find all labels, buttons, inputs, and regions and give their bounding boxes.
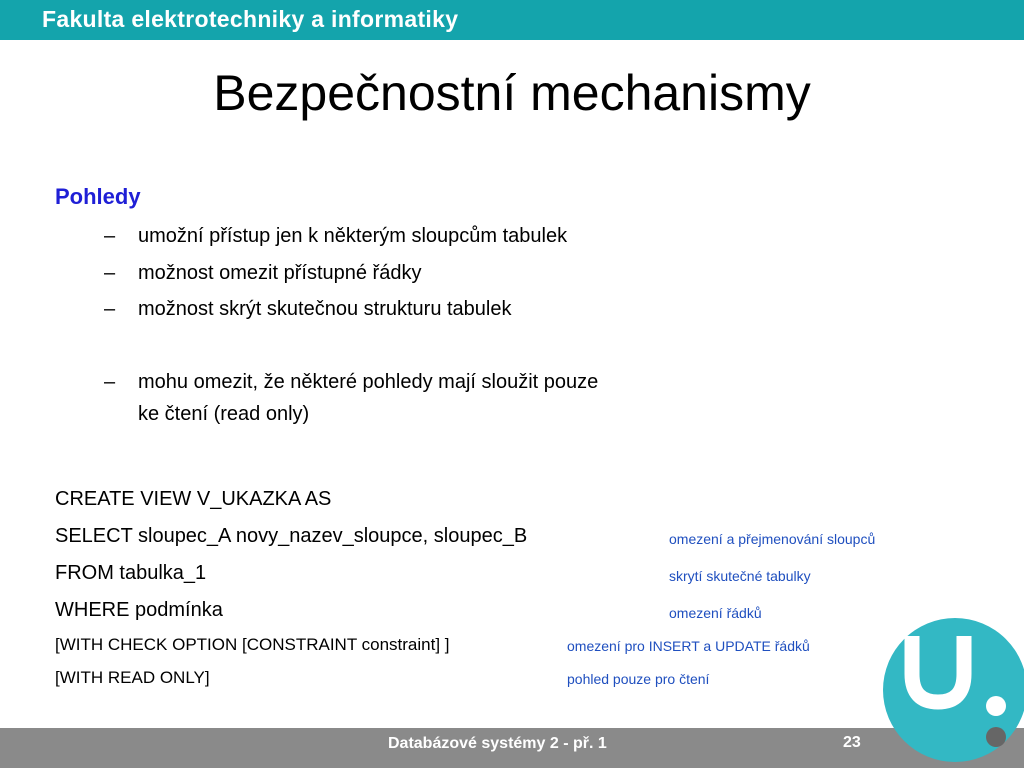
bullet-text: možnost omezit přístupné řádky: [138, 262, 422, 284]
sql-line-check-option: [WITH CHECK OPTION [CONSTRAINT constraint] ]: [55, 635, 450, 654]
bullet-text: umožní přístup jen k některým sloupcům tabulek: [138, 225, 568, 247]
logo-dot-gray: [986, 727, 1006, 747]
university-logo-icon: [880, 612, 1024, 768]
bullet-text-line1: mohu omezit, že některé pohledy mají sloužit pouze: [138, 371, 599, 393]
note-insert-update: omezení pro INSERT a UPDATE řádků: [567, 638, 810, 654]
page-number: 23: [843, 734, 861, 751]
note-columns: omezení a přejmenování sloupců: [669, 531, 876, 547]
section-heading: Pohledy: [55, 184, 141, 209]
bullet-text: možnost skrýt skutečnou strukturu tabulek: [138, 298, 512, 320]
note-read-only: pohled pouze pro čtení: [567, 671, 710, 687]
sql-line-create: CREATE VIEW V_UKAZKA AS: [55, 488, 332, 510]
bullet-text-line2: ke čtení (read only): [138, 403, 310, 425]
bullet-dash: –: [104, 225, 116, 247]
sql-line-select: SELECT sloupec_A novy_nazev_sloupce, sloupec_B: [55, 525, 528, 547]
note-rows: omezení řádků: [669, 605, 762, 621]
faculty-title: Fakulta elektrotechniky a informatiky: [42, 6, 459, 32]
logo-dot-white: [986, 696, 1006, 716]
slide-title: Bezpečnostní mechanismy: [213, 65, 811, 121]
bullet-dash: –: [104, 298, 116, 320]
sql-line-from: FROM tabulka_1: [55, 562, 207, 584]
bullet-dash: –: [104, 371, 116, 393]
sql-line-where: WHERE podmínka: [55, 599, 223, 621]
bullet-dash: –: [104, 262, 116, 284]
note-table: skrytí skutečné tabulky: [669, 568, 811, 584]
sql-line-read-only: [WITH READ ONLY]: [55, 668, 210, 687]
footer-course: Databázové systémy 2 - př. 1: [388, 735, 607, 752]
